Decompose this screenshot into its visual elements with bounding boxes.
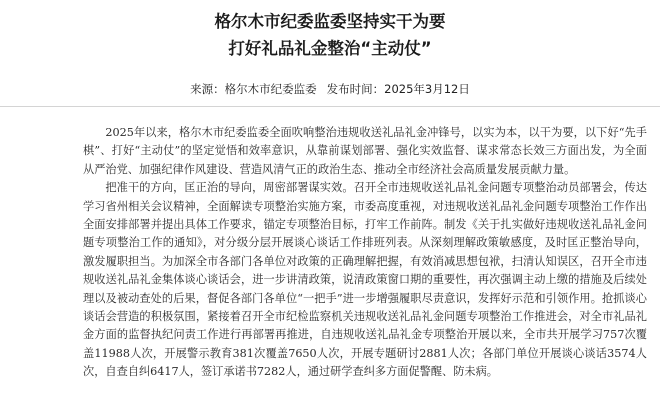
publish-date: 发布时间：2025年3月12日 [326,82,470,96]
article-body [83,124,647,382]
article-paragraph: 把准干的方向，匡正治的导向，周密部署谋实效。召开全市违规收送礼品礼金问题专项整治动员部署会，传达学习省州相关会议精神，全面解读专项整治实施方案，市委高度重视，对违规收送礼品礼金问题专项整治工作作出全面安排部署并提出具体工作要求，锚定专项整治目标，打牢工作前阵。制发《关于扎实做好违规收送礼品礼金问题专项整治工作的通知》，对分级分层开展谈心谈话工作排班列表。从深刻理解政策敏感度，及时匡正整治导向，激发履职担当。为加深全市各部门各单位对政策的正确理解把握，有效消减思想包袱，扫清认知误区，召开全市违规收送礼品礼金集体谈心谈话会，进一步讲清政策，说清政策窗口期的重要性，再次强调主动上缴的措施及后续处理以及被动查处的后果，督促各部门各单位“一把手”进一步增强履职尽责意识，发挥好示范和引领作用。抢抓谈心谈话会营造的积极氛围，紧接着召开全市纪检监察机关违规收送礼品礼金问题专项整治工作推进会，对全市礼品礼金方面的监督执纪问责工作进行再部署再推进，自违规收送礼品礼金专项整治开展以来，全市共开展学习757次覆盖11988人次，开展警示教育381次覆盖7650人次，开展专题研讨2881人次；各部门单位开展谈心谈话3574人次，自查自纠6417人，签订承诺书7282人，通过研学查纠多方面促警醒、防未病。 [83,181,647,379]
article-title-line-1: 格尔木市纪委监委坚持实干为要 [214,12,446,31]
meta-divider [0,106,660,107]
article-title-line-2: 打好礼品礼金整治“主动仗” [228,39,432,58]
article-meta [0,82,660,96]
source-label: 来源：格尔木市纪委监委 [190,82,317,96]
article-paragraph: 2025年以来，格尔木市纪委监委全面吹响整治违规收送礼品礼金冲锋号，以实为本，以干为要，以下好“先手棋”、打好“主动仗”的坚定觉悟和效率意识，从靠前谋划部署、强化实效监督、谋求常态长效三方面出发，为全面从严治党、加强纪律作风建设、营造风清气正的政治生态、推动全市经济社会高质量发展贡献力量。 [83,126,647,176]
